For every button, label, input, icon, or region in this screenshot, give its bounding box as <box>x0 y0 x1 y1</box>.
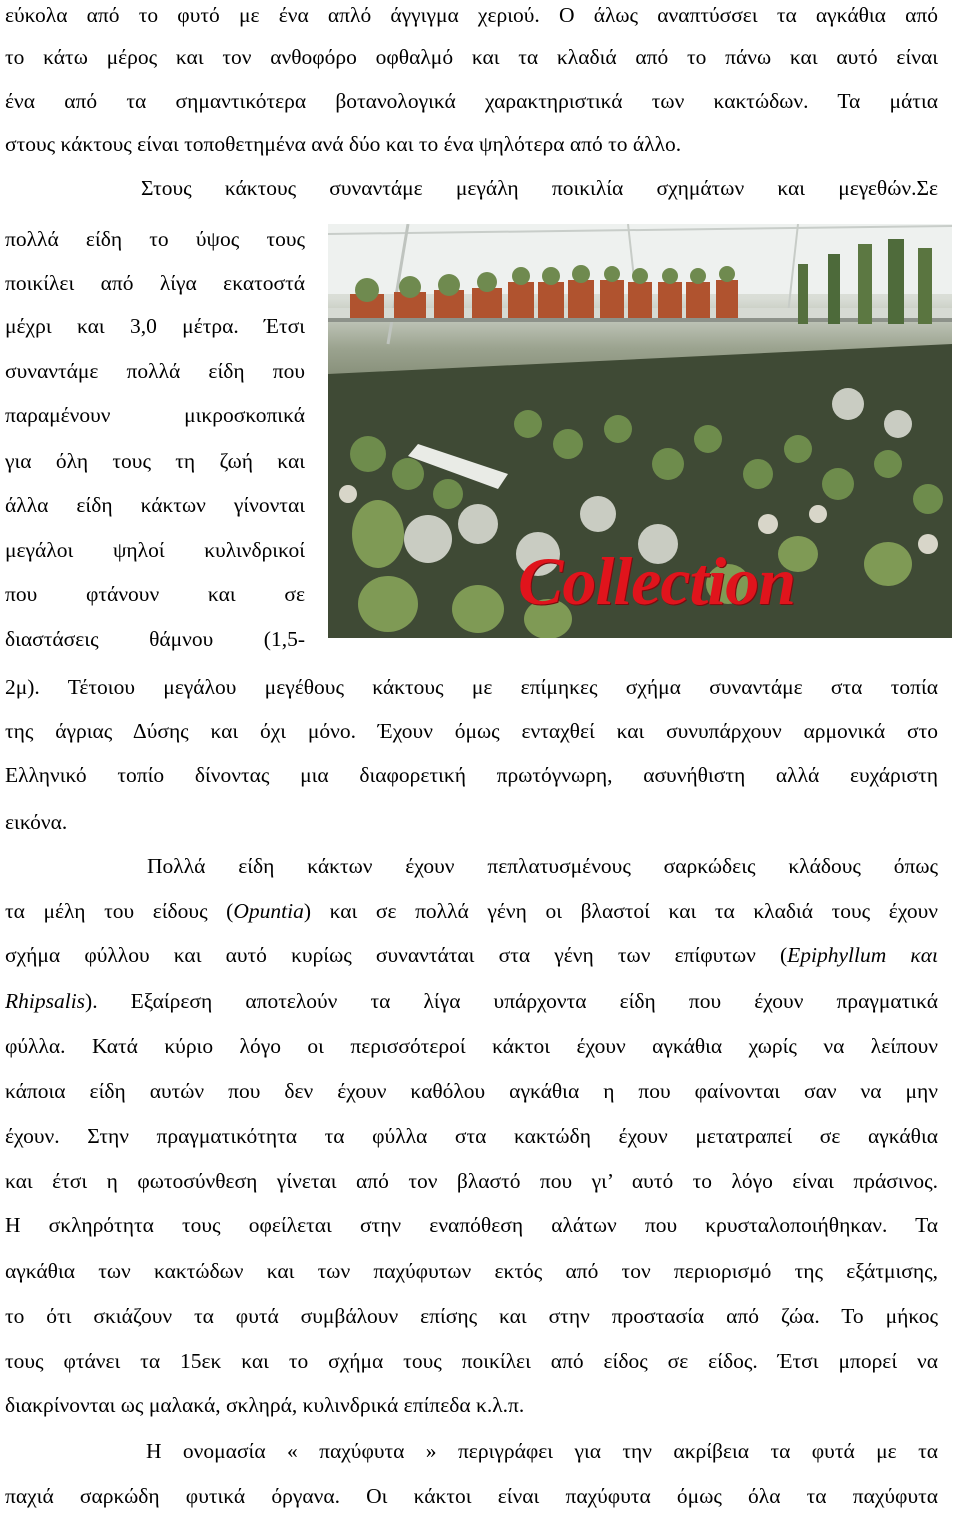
text-line: ένα από τα σημαντικότερα βοτανολογικά χαρακτηριστικά των κακτώδων. Τα μάτια <box>5 89 938 113</box>
text-line: αγκάθια των κακτώδων και των παχύφυτων εκτός από τον περιορισμό της εξάτμισης, <box>5 1259 938 1283</box>
text-line: το κάτω μέρος και τον ανθοφόρο οφθαλμό και τα κλαδιά από το πάνω και αυτό είναι <box>5 45 938 69</box>
text-line: παχιά σαρκώδη φυτικά όργανα. Οι κάκτοι είναι παχύφυτα όμως όλα τα παχύφυτα <box>5 1484 938 1508</box>
text-line: Ελληνικό τοπίο δίνοντας μια διαφορετική πρωτόγνωρη, ασυνήθιστη αλλά ευχάριστη <box>5 763 938 787</box>
text-line: διακρίνονται ως μαλακά, σκληρά, κυλινδρικά επίπεδα κ.λ.π. <box>5 1393 525 1417</box>
paragraph-first-line: Στους κάκτους συναντάμε μεγάλη ποικιλία σχημάτων και μεγεθών.Σε <box>141 176 938 200</box>
text-line: τους φτάνει τα 15εκ και το σχήμα τους ποικίλει από είδος σε είδος. Έτσι μπορεί να <box>5 1349 938 1373</box>
text-line: άλλα είδη κάκτων γίνονται <box>5 493 305 517</box>
paragraph-first-line: Πολλά είδη κάκτων έχουν πεπλατυσμένους σαρκώδεις κλάδους όπως <box>147 854 938 878</box>
text-line <box>5 896 938 926</box>
paragraph-first-line: Η ονομασία « παχύφυτα » περιγράφει για την ακρίβεια τα φυτά με τα <box>146 1439 938 1463</box>
genus-name: Rhipsalis <box>5 989 86 1013</box>
text-line: ποικίλει από λίγα εκατοστά <box>5 271 305 295</box>
text-span: ) και σε πολλά γένη οι βλαστοί και τα κλαδιά τους έχουν <box>303 899 938 923</box>
text-line: παραμένουν μικροσκοπικά <box>5 403 305 427</box>
text-line: εύκολα από το φυτό με ένα απλό άγγιγμα χεριού. Ο άλως αναπτύσσει τα αγκάθια από <box>5 3 938 27</box>
text-line: μέχρι και 3,0 μέτρα. Έτσι <box>5 314 305 338</box>
text-span: τα μέλη του είδους ( <box>5 899 234 923</box>
text-line: εικόνα. <box>5 810 68 834</box>
text-line: Η σκληρότητα τους οφείλεται στην εναπόθεση αλάτων που κρυσταλοποιήθηκαν. Τα <box>5 1213 938 1237</box>
text-line: έχουν. Στην πραγματικότητα τα φύλλα στα κακτώδη έχουν μετατραπεί σε αγκάθια <box>5 1124 938 1148</box>
text-line: στους κάκτους είναι τοποθετημένα ανά δύο και το ένα ψηλότερα από το άλλο. <box>5 132 682 156</box>
text-line: πολλά είδη το ύψος τους <box>5 227 305 251</box>
text-line <box>5 986 938 1016</box>
text-line: το ότι σκιάζουν τα φυτά συμβάλουν επίσης και στην προστασία από ζώα. Το μήκος <box>5 1304 938 1328</box>
genus-name: Epiphyllum και <box>787 943 938 967</box>
text-line <box>5 940 938 970</box>
cactus-collection-photo <box>328 224 952 638</box>
text-line: 2μ). Τέτοιου μεγάλου μεγέθους κάκτους με επίμηκες σχήμα συναντάμε στα τοπία <box>5 675 938 699</box>
text-line: της άγριας Δύσης και όχι μόνο. Έχουν όμως ενταχθεί και συνυπάρχουν αρμονικά στο <box>5 719 938 743</box>
text-span: ). Εξαίρεση αποτελούν τα λίγα υπάρχοντα είδη που έχουν πραγματικά <box>85 989 938 1013</box>
text-line: συναντάμε πολλά είδη που <box>5 359 305 383</box>
text-line: διαστάσεις θάμνου (1,5- <box>5 627 305 651</box>
text-line: για όλη τους τη ζωή και <box>5 449 305 473</box>
collection-watermark: Collection <box>518 543 796 619</box>
text-line: που φτάνουν και σε <box>5 582 305 606</box>
genus-name: Opuntia <box>233 899 304 923</box>
text-span: σχήμα φύλλου και αυτό κυρίως συναντάται στα γένη των επίφυτων ( <box>5 943 788 967</box>
text-line: φύλλα. Κατά κύριο λόγο οι περισσότεροί κάκτοι έχουν αγκάθια χωρίς να λείπουν <box>5 1034 938 1058</box>
text-line: μεγάλοι ψηλοί κυλινδρικοί <box>5 538 305 562</box>
text-line: κάποια είδη αυτών που δεν έχουν καθόλου αγκάθια η που φαίνονται σαν να μην <box>5 1079 938 1103</box>
text-line: και έτσι η φωτοσύνθεση γίνεται από τον βλαστό που γι’ αυτό το λόγο είναι πράσινος. <box>5 1169 938 1193</box>
